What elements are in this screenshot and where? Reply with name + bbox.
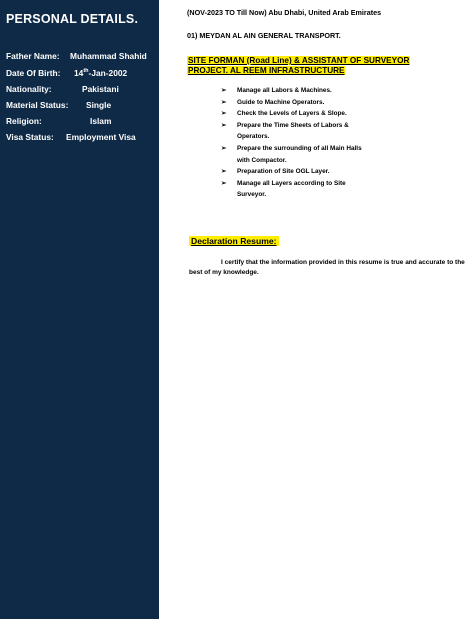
detail-value: Islam	[90, 116, 112, 126]
duty-item: ➢ Manage all Labors & Machines.	[221, 85, 381, 97]
detail-value: Employment Visa	[66, 132, 136, 142]
arrow-bullet-icon: ➢	[221, 98, 227, 106]
duty-item-continued: Operators.	[237, 133, 270, 141]
arrow-bullet-icon: ➢	[221, 87, 227, 94]
arrow-bullet-icon: ➢	[221, 121, 227, 129]
detail-label: Date Of Birth:	[6, 68, 61, 78]
duty-item: ➢ Prepare the Time Sheets of Labors &	[221, 120, 381, 132]
duties-list	[221, 85, 381, 201]
detail-label: Father Name:	[6, 51, 60, 61]
detail-value: Muhammad Shahid	[70, 51, 147, 61]
duty-item: ➢ Prepare the surrounding of all Main Halls	[221, 143, 381, 155]
declaration-text: I certify that the information provided in this resume is true and accurate to the best of my knowledge.	[189, 259, 465, 276]
duty-item: ➢ Preparation of Site OGL Layer.	[221, 166, 381, 178]
duty-item: ➢ Manage all Layers according to Site	[221, 178, 381, 190]
duty-item: ➢ Check the Levels of Layers & Slope.	[221, 108, 381, 120]
project-line: PROJECT. AL REEM INFRASTRUCTURE	[188, 65, 345, 75]
arrow-bullet-icon: ➢	[221, 179, 227, 187]
duty-item-continued: with Compactor.	[237, 156, 287, 164]
company-name: 01) MEYDAN AL AIN GENERAL TRANSPORT.	[187, 31, 341, 40]
job-position	[187, 56, 410, 75]
job-period: (NOV-2023 TO Till Now) Abu Dhabi, United Arab Emirates	[187, 8, 382, 17]
personal-details-sidebar	[0, 0, 159, 619]
detail-label: Material Status:	[6, 100, 69, 110]
detail-value: Pakistani	[82, 84, 119, 94]
detail-label: Religion:	[6, 116, 42, 126]
arrow-bullet-icon: ➢	[221, 168, 227, 176]
declaration-heading: Declaration Resume:	[191, 236, 277, 246]
duty-item-continued: Surveyor.	[237, 191, 267, 199]
detail-label: Nationality:	[6, 84, 52, 94]
sidebar-title: PERSONAL DETAILS.	[6, 12, 139, 26]
detail-value: Single	[86, 100, 112, 110]
arrow-bullet-icon: ➢	[221, 110, 227, 118]
duty-item: ➢ Guide to Machine Operators.	[221, 97, 381, 109]
position-line: SITE FORMAN (Road Line) & ASSISTANT OF SURVEYOR	[188, 56, 410, 65]
detail-value: 14th-Jan-2002	[74, 68, 128, 78]
arrow-bullet-icon: ➢	[221, 144, 227, 152]
detail-label: Visa Status:	[6, 132, 54, 142]
